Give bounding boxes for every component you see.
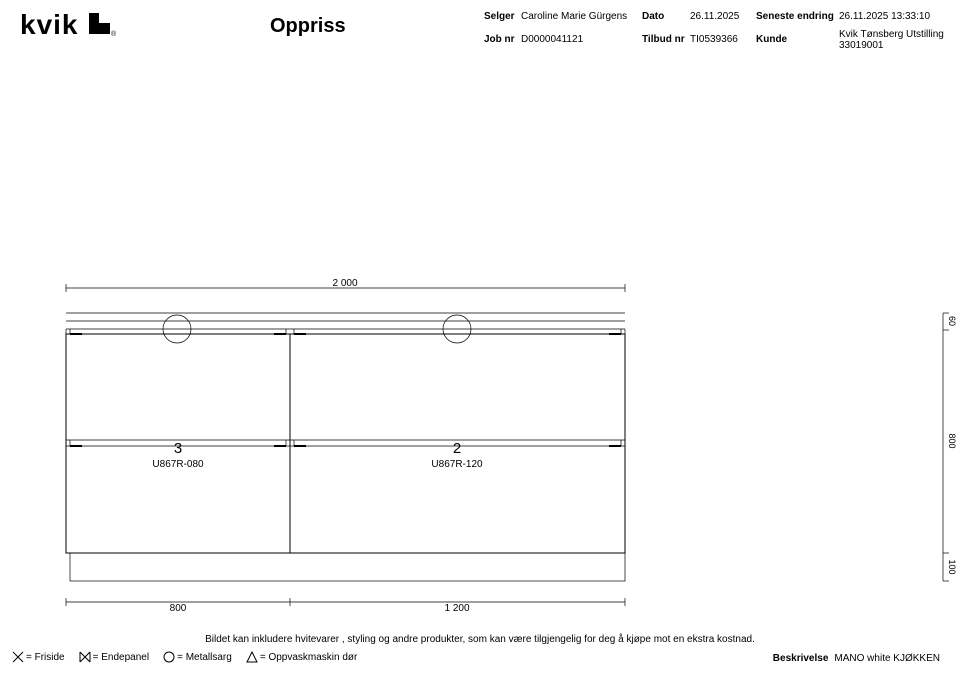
cabinet-3-code: U867R-080 — [152, 459, 204, 470]
legend-item-friside — [12, 651, 65, 663]
offer-value: TI0539366 — [690, 34, 738, 45]
triangle-icon — [246, 651, 258, 663]
circle-icon — [163, 651, 175, 663]
customer-line-1: Kvik Tønsberg Utstilling — [839, 29, 944, 40]
vertical-dim-middle-label: 800 — [947, 433, 957, 449]
job-value: D0000041121 — [521, 34, 584, 45]
legend-label-friside: = Friside — [26, 651, 65, 663]
cabinet-2-width-label: 1 200 — [444, 603, 470, 614]
symbol-legend — [12, 651, 371, 663]
date-value: 26.11.2025 — [690, 11, 740, 22]
description — [773, 653, 940, 664]
seller-label: Selger — [484, 11, 515, 22]
plinth — [70, 553, 625, 581]
last-change-label: Seneste endring — [756, 11, 834, 22]
legend-item-endepanel — [79, 651, 149, 663]
description-label: Beskrivelse — [772, 653, 829, 664]
end-panel-icon — [79, 651, 91, 663]
offer-label: Tilbud nr — [642, 34, 685, 45]
job-label: Job nr — [484, 34, 515, 45]
description-value: MANO white KJØKKEN — [834, 653, 940, 664]
last-change-value: 26.11.2025 13:33:10 — [839, 11, 931, 22]
legend-item-metallsarg — [163, 651, 232, 663]
legend-label-oppvaskmaskin: = Oppvaskmaskin dør — [259, 651, 358, 663]
customer-label: Kunde — [756, 34, 788, 45]
vertical-dim-bottom-label: 100 — [947, 559, 957, 575]
page-title: Oppriss — [270, 15, 346, 37]
cabinet-2-number: 2 — [452, 440, 462, 457]
date-label: Dato — [642, 11, 665, 22]
logo-text: kvik — [20, 10, 79, 38]
legend-item-oppvaskmaskin — [246, 651, 358, 663]
total-width-label: 2 000 — [332, 278, 358, 289]
cabinet-2-code: U867R-120 — [431, 459, 483, 470]
vertical-dim-top-label: 60 — [947, 315, 957, 327]
logo-registered-mark: ® — [111, 31, 117, 38]
legend-label-metallsarg: = Metallsarg — [177, 651, 232, 663]
cabinet-3-width-label: 800 — [169, 603, 187, 614]
cross-icon — [12, 651, 24, 663]
cabinet-3-number: 3 — [173, 440, 183, 457]
customer-line-2: 33019001 — [839, 40, 884, 51]
legend-label-endepanel: = Endepanel — [92, 651, 150, 663]
disclaimer-text: Bildet kan inkludere hvitevarer , styling og andre produkter, som kan være tilgjengelig for deg å kjøpe mot en ekstra kostnad. — [205, 634, 755, 645]
seller-value: Caroline Marie Gürgens — [521, 11, 628, 22]
